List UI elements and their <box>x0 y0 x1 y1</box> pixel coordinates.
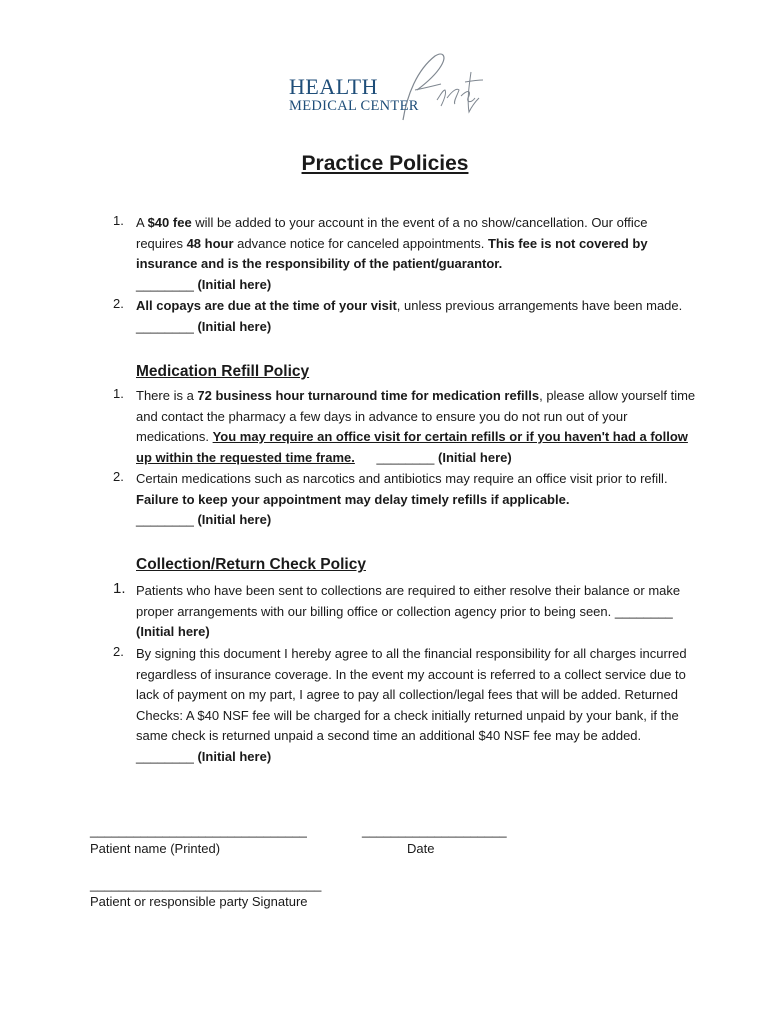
logo-medical-center: MEDICAL CENTER <box>289 98 419 114</box>
logo-word-health: HEALTH <box>289 74 378 99</box>
health-first-logo <box>285 50 485 130</box>
refill-item-2-blank: ________ <box>136 512 194 527</box>
collection-item-2-text: By signing this document I hereby agree to all the financial responsibility for all charges incurred regardless of insurance coverage. In the event my account is referred to a collect service due to lack of payment on my part, I agree to pay all collection/legal fees that will be added. Returned Checks: A $40 NSF fee will be charged for a check initially returned unpaid by your bank, if the same check is returned unpaid a second time an additional $40 NSF fee may be added. ________ (Initial here) <box>136 646 687 764</box>
date-line[interactable]: ____________________ <box>362 823 507 838</box>
practice-item-1-text: A $40 fee will be added to your account in the event of a no show/cancellation. Our office requires 48 hour advance notice for canceled appointments. This fee is not covered by insurance and is the responsibility of the patient/guarantor. ________ (Initial here) <box>136 215 648 292</box>
refill-item-1-initial: (Initial here) <box>438 449 512 465</box>
practice-item-1-number: 1. <box>113 213 124 228</box>
refill-item-2-initial: (Initial here) <box>197 512 272 527</box>
collection-item-2-number: 2. <box>113 644 124 659</box>
refill-heading: Medication Refill Policy <box>136 363 310 380</box>
patient-name-line[interactable]: ______________________________ <box>90 823 307 838</box>
refill-item-1-number: 1. <box>113 386 124 401</box>
practice-item-2-blank: ________ <box>136 318 194 334</box>
collection-item-2-blank: ________ <box>136 748 194 764</box>
refill-item-2-number: 2. <box>113 469 124 484</box>
collection-item-1-number: 1. <box>113 580 126 597</box>
signature-line[interactable]: ________________________________ <box>90 877 322 892</box>
collection-item-1-initial: (Initial here) <box>136 624 210 639</box>
practice-item-2-text: All copays are due at the time of your visit, unless previous arrangements have been made. ________ (Initial here) <box>136 298 683 334</box>
practice-item-1-blank: ________ <box>136 276 194 292</box>
practice-item-1-initial: (Initial here) <box>197 276 272 292</box>
refill-item-2-text: Certain medications such as narcotics and antibiotics may require an office visit prior to refill. Failure to keep your appointment may delay timely refills if applicable. ________ (Initial here) <box>136 471 668 527</box>
refill-item-1-blank: ________ <box>376 449 435 465</box>
collection-heading: Collection/Return Check Policy <box>136 556 366 573</box>
date-label: Date <box>407 841 435 856</box>
patient-name-label: Patient name (Printed) <box>90 841 221 856</box>
signature-label: Patient or responsible party Signature <box>90 894 308 909</box>
practice-item-2-initial: (Initial here) <box>197 318 272 334</box>
practice-item-2-number: 2. <box>113 296 124 311</box>
collection-item-1-text: Patients who have been sent to collections are required to either resolve their balance or make proper arrangements with our billing office or collection agency prior to being seen. ________ (Initial here) <box>136 583 681 639</box>
page-title: Practice Policies <box>301 152 469 175</box>
collection-item-2-initial: (Initial here) <box>197 748 272 764</box>
refill-item-1-text: There is a 72 business hour turnaround time for medication refills, please allow yourself time and contact the pharmacy a few days in advance to ensure you do not run out of your medications. You may require an office visit for certain refills or if you haven't had a follow up within the requested time frame. ________ (Initial here) <box>136 388 696 465</box>
collection-item-1-blank: ________ <box>614 603 673 619</box>
